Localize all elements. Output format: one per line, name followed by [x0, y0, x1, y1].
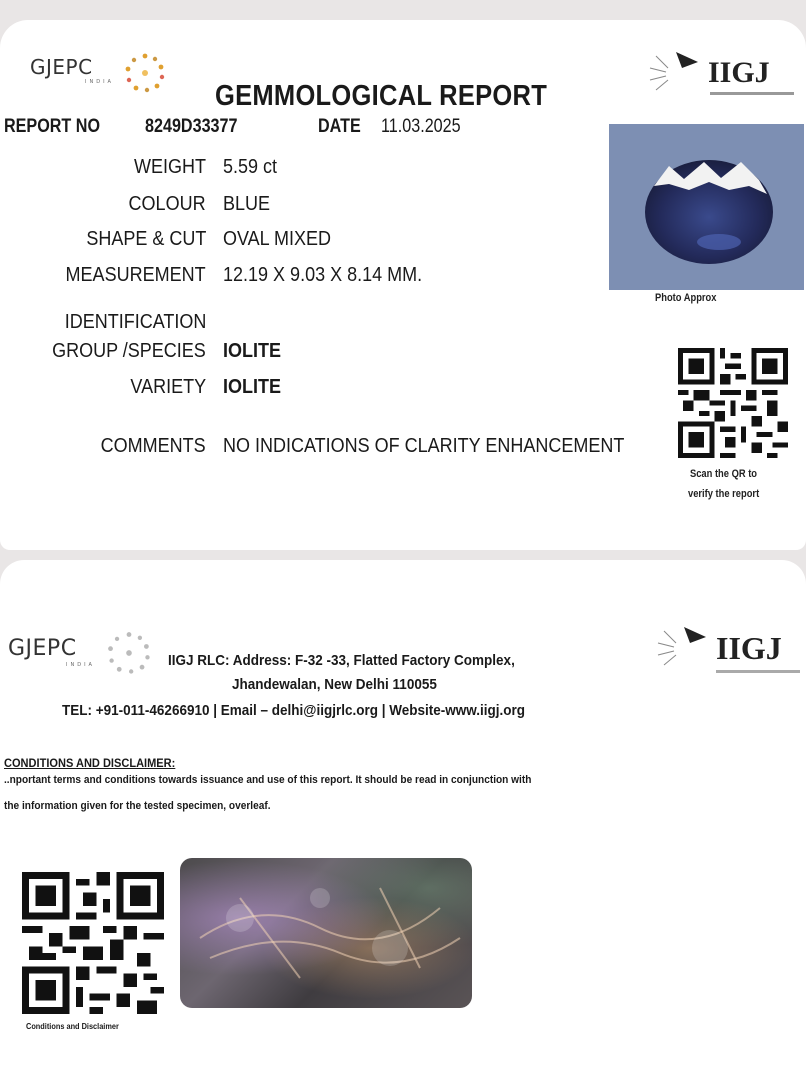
conditions-qr-caption: Conditions and Disclaimer [26, 1022, 119, 1031]
report-front-card [0, 20, 806, 550]
hologram-pattern-icon [180, 858, 472, 1008]
measurement-value: 12.19 X 9.03 X 8.14 MM. [223, 264, 423, 286]
gjepc-logo-text: GJEPC [30, 55, 93, 79]
comments-label: COMMENTS [100, 435, 206, 457]
variety-label: VARIETY [130, 376, 206, 398]
gem-image-icon [609, 124, 804, 290]
comments-value: NO INDICATIONS OF CLARITY ENHANCEMENT [223, 435, 625, 457]
back-gjepc-logo [8, 636, 95, 668]
gem-photo [609, 124, 804, 290]
report-title: GEMMOLOGICAL REPORT [215, 80, 548, 112]
gjepc-sun-icon [122, 50, 168, 96]
iigj-logo-underline [710, 92, 794, 95]
back-gjepc-logo-text: GJEPC [8, 636, 77, 661]
verify-qr-code[interactable] [678, 348, 788, 458]
back-iigj-logo: IIGJ [716, 630, 782, 666]
variety-value: IOLITE [223, 376, 282, 398]
date-value: 11.03.2025 [381, 116, 461, 137]
iigj-emblem-icon [646, 44, 706, 98]
conditions-line2: the information given for the tested specimen, overleaf. [4, 800, 271, 812]
measurement-label: MEASUREMENT [65, 264, 206, 286]
gjepc-logo [30, 55, 114, 85]
back-iigj-emblem-icon [654, 616, 714, 676]
back-iigj-logo-underline [716, 670, 800, 673]
colour-value: BLUE [223, 193, 271, 215]
address-line1: IIGJ RLC: Address: F-32 -33, Flatted Factory Complex, [168, 652, 515, 669]
shape-label: SHAPE & CUT [85, 228, 206, 250]
security-hologram [180, 858, 472, 1008]
group-label: GROUP /SPECIES [52, 340, 206, 362]
qr-caption-line1: Scan the QR to [690, 468, 758, 480]
conditions-title: CONDITIONS AND DISCLAIMER: [4, 756, 176, 770]
qr-caption-line2: verify the report [688, 488, 760, 500]
weight-value: 5.59 ct [223, 156, 278, 178]
report-back-card [0, 560, 806, 1080]
iigj-logo: IIGJ [708, 56, 770, 89]
contact-line: TEL: +91-011-46266910 | Email – delhi@iigjrlc.org | Website-www.iigj.org [62, 702, 526, 719]
report-no-label: REPORT NO [4, 116, 101, 137]
conditions-line1: ..nportant terms and conditions towards issuance and use of this report. It should be read in conjunction with [4, 774, 532, 786]
back-gjepc-sun-icon [104, 628, 154, 678]
conditions-qr-code[interactable] [22, 872, 164, 1014]
address-line2: Jhandewalan, New Delhi 110055 [232, 676, 437, 693]
weight-label: WEIGHT [134, 156, 206, 178]
shape-value: OVAL MIXED [223, 228, 332, 250]
back-gjepc-logo-sub: INDIA [66, 662, 95, 668]
colour-label: COLOUR [128, 193, 206, 215]
date-label: DATE [318, 116, 361, 137]
group-value: IOLITE [223, 340, 282, 362]
photo-caption: Photo Approx [655, 292, 717, 304]
report-no-value: 8249D33377 [145, 116, 238, 137]
identification-label: IDENTIFICATION [64, 311, 206, 333]
gjepc-logo-sub: INDIA [85, 79, 114, 85]
